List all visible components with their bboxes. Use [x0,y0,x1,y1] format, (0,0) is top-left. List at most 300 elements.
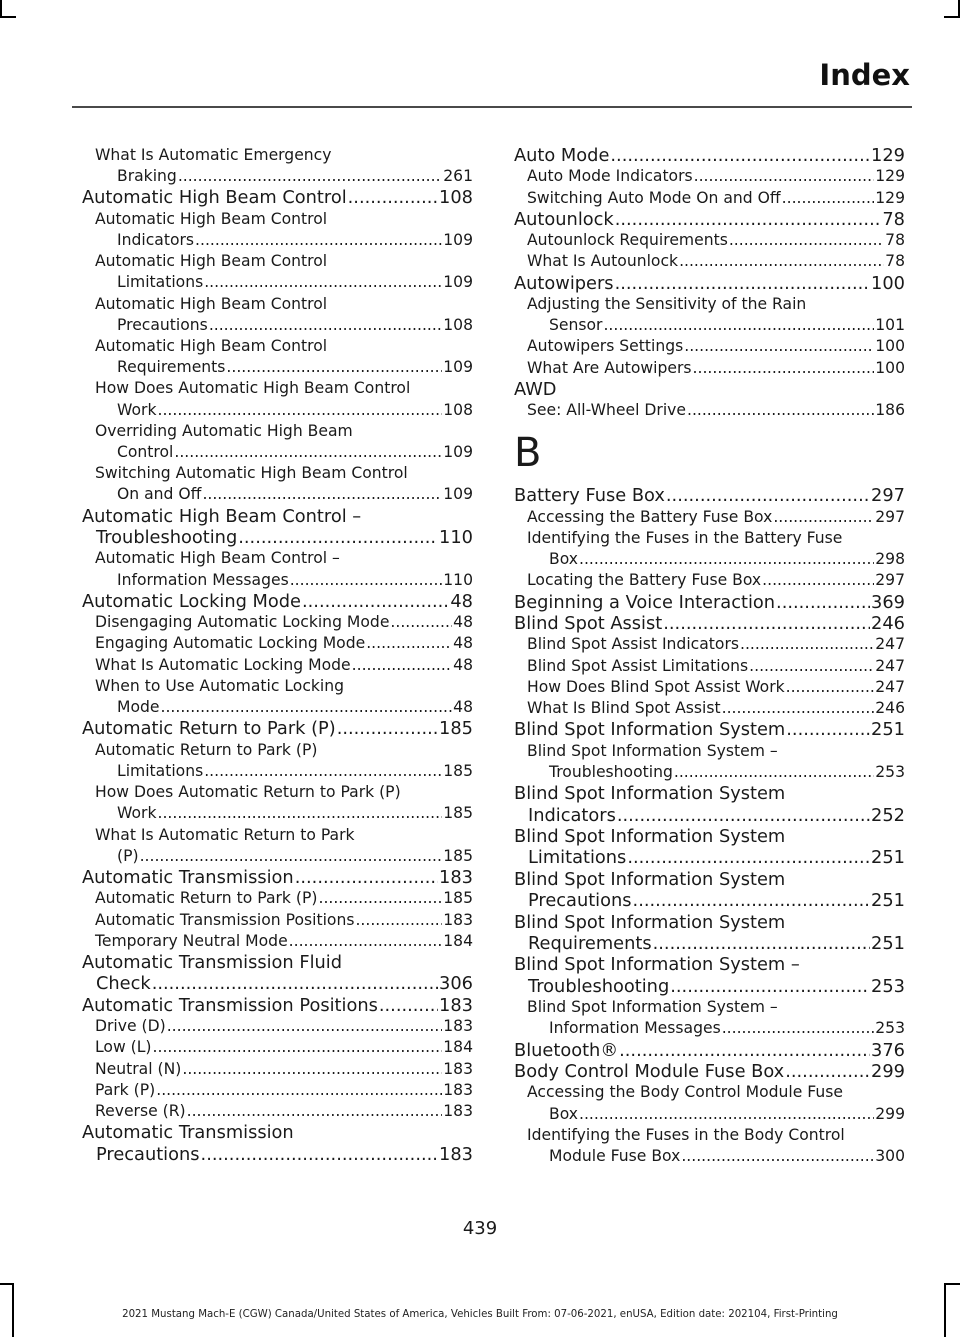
entry-text: Blind Spot Information System [514,911,786,933]
dot-leader [762,570,874,591]
index-subentry[interactable] [82,655,473,676]
dot-leader [156,1080,442,1101]
entry-text: Automatic Transmission [82,1122,294,1144]
entry-text: (P) [117,846,139,865]
page-reference[interactable]: 297 [871,485,905,507]
index-subentry[interactable] [82,910,473,931]
entry-text: See: All-Wheel Drive [527,401,686,420]
dot-leader [694,166,875,187]
dot-leader [158,803,443,824]
page-reference[interactable]: 297 [875,571,905,590]
dot-leader [158,400,443,421]
page-reference[interactable]: 298 [875,550,905,569]
entry-text: Indicators [117,231,195,250]
entry-text: What Is Automatic Return to Park [95,825,355,844]
index-entry[interactable] [82,995,473,1016]
index-subentry[interactable] [82,378,473,420]
dot-leader [684,336,874,357]
dot-leader [295,867,438,888]
dot-leader [174,442,442,463]
page-reference[interactable]: 251 [871,890,905,912]
dot-leader [615,209,882,230]
page-reference[interactable]: 253 [875,762,905,781]
dot-leader [687,400,874,421]
dot-leader [653,933,870,954]
dot-leader [204,761,442,782]
entry-text: Troubleshooting [528,975,670,997]
entry-text: Body Control Module Fuse Box [514,1060,785,1082]
dot-leader [209,315,442,336]
page-reference[interactable]: 109 [443,273,473,292]
entry-text: Box [549,1104,578,1123]
entry-text: When to Use Automatic Locking [95,676,345,695]
entry-text: Drive (D) [95,1017,166,1036]
index-letter-heading: B [514,430,542,477]
index-subentry[interactable] [82,1080,473,1101]
entry-text: Troubleshooting [96,527,238,549]
page-reference[interactable]: 251 [871,847,905,869]
entry-text: Low (L) [95,1038,152,1057]
entry-text: Engaging Automatic Locking Mode [95,634,366,653]
page-reference[interactable]: 299 [871,1060,905,1082]
dot-leader [615,273,870,294]
index-subentry[interactable] [82,1101,473,1122]
entry-text: Temporary Neutral Mode [95,931,288,950]
page-reference[interactable]: 299 [875,1104,905,1123]
index-subentry[interactable] [82,421,473,463]
page-reference[interactable]: 183 [439,1143,473,1165]
dot-leader [140,846,443,867]
entry-text: Limitations [117,761,204,780]
entry-text: Switching Auto Mode On and Off [527,188,781,207]
index-subentry[interactable] [82,782,473,824]
page-reference[interactable]: 185 [443,761,473,780]
index-subentry[interactable] [82,740,473,782]
entry-text: Blind Spot Information System [514,868,786,890]
page-reference[interactable]: 110 [439,527,473,549]
index-subentry[interactable] [514,741,905,783]
entry-text: Automatic High Beam Control [95,252,328,271]
page-reference[interactable]: 110 [443,570,473,589]
page-reference[interactable]: 247 [875,677,905,696]
entry-text: Automatic High Beam Control [95,209,328,228]
dot-leader [782,188,875,209]
entry-text: Battery Fuse Box [514,485,665,507]
dot-leader [195,230,442,251]
page-reference[interactable]: 129 [875,167,905,186]
page-reference[interactable]: 48 [453,698,473,717]
dot-leader [633,890,871,911]
index-subentry[interactable] [82,145,473,187]
entry-text: Automatic High Beam Control [95,337,328,356]
index-entry[interactable] [514,869,905,912]
index-subentry[interactable] [514,507,905,528]
page-reference[interactable]: 108 [443,400,473,419]
dot-leader [178,166,442,187]
page-reference[interactable]: 376 [871,1039,905,1061]
index-subentry[interactable] [82,825,473,867]
entry-text: Automatic Transmission Positions [82,994,378,1016]
dot-leader [355,910,442,931]
entry-text: Check [96,973,151,995]
entry-text: Troubleshooting [549,762,673,781]
entry-text: Accessing the Body Control Module Fuse [527,1083,844,1102]
entry-text: Automatic Locking Mode [82,590,301,612]
page-reference[interactable]: 48 [453,634,473,653]
entry-text: Blind Spot Information System – [527,998,778,1017]
page-reference[interactable]: 246 [875,699,905,718]
entry-text: Automatic Return to Park (P) [95,889,318,908]
page-title: Index [819,58,910,92]
entry-text: What Is Blind Spot Assist [527,699,721,718]
dot-leader [773,507,874,528]
entry-text: Automatic High Beam Control [95,294,328,313]
entry-text: Neutral (N) [95,1059,182,1078]
dot-leader [226,357,442,378]
entry-text: Automatic Transmission [82,866,294,888]
entry-text: Bluetooth® [514,1039,619,1061]
page-reference[interactable]: 300 [875,1147,905,1165]
index-subentry[interactable] [82,294,473,336]
entry-text: How Does Automatic Return to Park (P) [95,783,401,802]
dot-leader [729,230,884,251]
entry-text: Automatic High Beam Control – [82,505,362,527]
dot-leader [619,1040,870,1061]
entry-text: Automatic Return to Park (P) [95,740,318,759]
page-reference[interactable]: 129 [875,188,905,207]
dot-leader [318,888,442,909]
entry-text: Module Fuse Box [549,1147,681,1165]
entry-text: Disengaging Automatic Locking Mode [95,613,390,632]
index-entry[interactable] [82,1122,473,1165]
dot-leader [290,570,443,591]
page-reference[interactable]: 247 [875,656,905,675]
page-reference[interactable]: 183 [439,994,473,1016]
dot-leader [666,485,870,506]
index-subentry[interactable] [82,612,473,633]
dot-leader [627,847,870,868]
index-entry[interactable] [514,912,905,955]
dot-leader [579,549,874,570]
dot-leader [167,1016,443,1037]
entry-text: What Is Automatic Emergency [95,146,332,164]
page-reference[interactable]: 78 [882,208,905,230]
index-subentry[interactable] [514,294,905,336]
index-subentry[interactable] [514,1082,905,1124]
dot-leader [722,1018,875,1039]
index-subentry[interactable] [514,1125,905,1167]
dot-leader [786,719,870,740]
entry-text: Blind Spot Assist Indicators [527,635,739,654]
entry-text: Automatic Return to Park (P) [82,718,336,740]
entry-text: Autounlock [514,208,614,230]
page-reference[interactable]: 109 [443,485,473,504]
entry-text: Mode [117,698,160,717]
dot-leader [740,634,874,655]
page-reference[interactable]: 261 [443,167,473,186]
dot-leader [337,718,438,739]
entry-text: Autowipers Settings [527,337,684,356]
index-entry[interactable] [82,506,473,549]
edition-footer: 2021 Mustang Mach-E (CGW) Canada/United States of America, Vehicles Built From: 07-06-2021, enUSA, Edition date: 202104, First-Printing [122,1309,838,1320]
page-reference[interactable]: 78 [885,252,905,271]
page-reference[interactable]: 252 [871,804,905,826]
entry-text: Identifying the Fuses in the Battery Fuse [527,529,843,548]
index-subentry[interactable] [514,997,905,1039]
entry-text: Adjusting the Sensitivity of the Rain [527,295,807,314]
entry-text: Blind Spot Information System [514,825,786,847]
page-number: 439 [462,1218,498,1239]
entry-text: Overriding Automatic High Beam [95,421,353,440]
page-reference[interactable]: 100 [871,272,905,294]
entry-text: Blind Spot Information System – [514,954,800,976]
page-reference[interactable]: 183 [443,1101,473,1120]
index-subentry[interactable] [514,698,905,719]
page-reference[interactable]: 184 [443,931,473,950]
page-reference[interactable]: 100 [875,358,905,377]
crop-mark-bottom-left-h [0,1283,14,1285]
dot-leader [610,145,870,166]
dot-leader [663,613,870,634]
index-subentry[interactable] [82,463,473,505]
index-entry[interactable] [514,954,905,997]
index-subentry[interactable] [514,634,905,655]
page-reference[interactable]: 108 [439,187,473,209]
crop-mark-top-left [0,0,2,16]
dot-leader [679,251,884,272]
entry-text: Automatic High Beam Control [82,187,347,209]
entry-text: How Does Blind Spot Assist Work [527,677,785,696]
entry-text: Blind Spot Assist [514,613,663,635]
page-reference[interactable]: 184 [443,1038,473,1057]
index-entry[interactable] [514,719,905,740]
page-reference[interactable]: 185 [443,846,473,865]
index-subentry[interactable] [82,888,473,909]
entry-text: AWD [514,378,557,400]
index-subentry[interactable] [514,358,905,379]
dot-leader [202,484,442,505]
page-reference[interactable]: 186 [875,401,905,420]
index-subentry[interactable] [514,188,905,209]
index-entry[interactable] [514,273,905,294]
index-subentry[interactable] [514,400,905,421]
entry-text: Requirements [528,932,652,954]
header-divider [72,106,912,108]
entry-text: Sensor [549,316,603,335]
index-subentry[interactable] [82,209,473,251]
page-reference[interactable]: 109 [443,231,473,250]
page-reference[interactable]: 183 [443,1059,473,1078]
page-reference[interactable]: 185 [439,718,473,740]
index-entry[interactable] [514,592,905,613]
entry-text: Autounlock Requirements [527,231,728,250]
entry-text: Autowipers [514,272,614,294]
dot-leader [579,1104,874,1125]
entry-text: Automatic Transmission Fluid [82,951,343,973]
index-subentry[interactable] [82,931,473,952]
index-entry[interactable] [82,591,473,612]
entry-text: Auto Mode [514,145,610,166]
page-reference[interactable]: 253 [875,1019,905,1038]
dot-leader [776,592,870,613]
index-subentry[interactable] [514,251,905,272]
dot-leader [204,272,442,293]
entry-text: Blind Spot Information System [514,783,786,805]
dot-leader [379,995,438,1016]
entry-text: Beginning a Voice Interaction [514,591,776,613]
page-reference[interactable]: 48 [453,613,473,632]
entry-text: Information Messages [549,1019,721,1038]
dot-leader [674,762,874,783]
dot-leader [681,1146,874,1167]
page-reference[interactable]: 183 [443,1080,473,1099]
page-reference[interactable]: 108 [443,315,473,334]
index-subentry[interactable] [514,570,905,591]
index-entry[interactable] [514,826,905,869]
index-entry[interactable] [82,867,473,888]
index-subentry[interactable] [82,548,473,590]
page-reference[interactable]: 78 [885,231,905,250]
dot-leader [722,698,875,719]
dot-leader [352,655,453,676]
entry-text: Indicators [528,804,616,826]
dot-leader [348,187,438,208]
page-reference[interactable]: 246 [871,613,905,635]
entry-text: Control [117,443,174,462]
page-reference[interactable]: 101 [875,316,905,335]
index-subentry[interactable] [514,528,905,570]
entry-text: Box [549,550,578,569]
dot-leader [153,1037,443,1058]
index-subentry[interactable] [514,166,905,187]
entry-text: What Is Autounlock [527,252,679,271]
dot-leader [238,527,438,548]
index-subentry[interactable] [514,656,905,677]
index-subentry[interactable] [514,677,905,698]
entry-text: On and Off [117,485,202,504]
page-reference[interactable]: 183 [443,910,473,929]
dot-leader [289,931,443,952]
index-entry[interactable] [82,952,473,995]
index-entry[interactable] [514,485,905,506]
page-reference[interactable]: 247 [875,635,905,654]
index-subentry[interactable] [82,336,473,378]
page-reference[interactable]: 306 [439,973,473,995]
crop-mark-bottom-right-h [944,1283,960,1285]
entry-text: Auto Mode Indicators [527,167,693,186]
index-entry[interactable] [514,1040,905,1061]
dot-leader [390,612,452,633]
page-reference[interactable]: 185 [443,804,473,823]
dot-leader [302,591,449,612]
dot-leader [201,1144,439,1165]
entry-text: Park (P) [95,1080,156,1099]
entry-text: Braking [117,167,177,186]
page-reference[interactable]: 253 [871,975,905,997]
page-reference[interactable]: 109 [443,358,473,377]
entry-text: Blind Spot Information System [514,719,786,741]
entry-text: Reverse (R) [95,1101,186,1120]
index-subentry[interactable] [82,1037,473,1058]
page-reference[interactable]: 100 [875,337,905,356]
entry-text: Work [117,804,157,823]
page-reference[interactable]: 129 [871,145,905,166]
index-entry[interactable] [514,145,905,166]
index-entry[interactable] [514,1061,905,1082]
dot-leader [670,976,870,997]
index-subentry[interactable] [82,633,473,654]
entry-text: Limitations [528,847,627,869]
index-entry[interactable] [514,613,905,634]
entry-text: Precautions [528,890,632,912]
index-subentry[interactable] [82,251,473,293]
dot-leader [182,1059,442,1080]
index-column-left [82,145,473,1165]
page-reference[interactable]: 251 [871,719,905,741]
entry-text: Locating the Battery Fuse Box [527,571,762,590]
dot-leader [786,677,875,698]
entry-text: Precautions [96,1143,200,1165]
index-entry[interactable] [82,187,473,208]
page-reference[interactable]: 185 [443,889,473,908]
index-entry[interactable] [514,379,905,400]
entry-text: Requirements [117,358,226,377]
page-reference[interactable]: 251 [871,932,905,954]
entry-text: Identifying the Fuses in the Body Control [527,1125,845,1144]
dot-leader [161,697,453,718]
page-reference[interactable]: 183 [443,1017,473,1036]
index-entry[interactable] [514,783,905,826]
page-reference[interactable]: 369 [871,591,905,613]
dot-leader [603,315,874,336]
dot-leader [785,1061,870,1082]
index-column-right [514,145,905,1167]
page-reference[interactable]: 109 [443,443,473,462]
entry-text: Blind Spot Information System – [527,741,778,760]
page-reference[interactable]: 297 [875,507,905,526]
index-subentry[interactable] [514,336,905,357]
dot-leader [617,805,870,826]
index-subentry[interactable] [82,1059,473,1080]
dot-leader [693,358,875,379]
entry-text: Limitations [117,273,204,292]
index-subentry[interactable] [514,230,905,251]
entry-text: What Is Automatic Locking Mode [95,655,351,674]
dot-leader [366,633,452,654]
dot-leader [152,973,438,994]
entry-text: Switching Automatic High Beam Control [95,464,408,483]
crop-mark-top-right-h [944,16,960,18]
index-subentry[interactable] [82,1016,473,1037]
page-reference[interactable]: 183 [439,866,473,888]
entry-text: Information Messages [117,570,289,589]
index-subentry[interactable] [82,676,473,718]
page-reference[interactable]: 48 [450,590,473,612]
dot-leader [749,656,874,677]
entry-text: Blind Spot Assist Limitations [527,656,749,675]
entry-text: Work [117,400,157,419]
dot-leader [187,1101,443,1122]
crop-mark-top-left-h [0,16,16,18]
index-entry[interactable] [514,209,905,230]
index-entry[interactable] [82,718,473,739]
entry-text: Automatic Transmission Positions [95,910,355,929]
entry-text: Precautions [117,315,208,334]
entry-text: How Does Automatic High Beam Control [95,379,411,398]
entry-text: What Are Autowipers [527,358,692,377]
page-reference[interactable]: 48 [453,655,473,674]
entry-text: Accessing the Battery Fuse Box [527,507,773,526]
